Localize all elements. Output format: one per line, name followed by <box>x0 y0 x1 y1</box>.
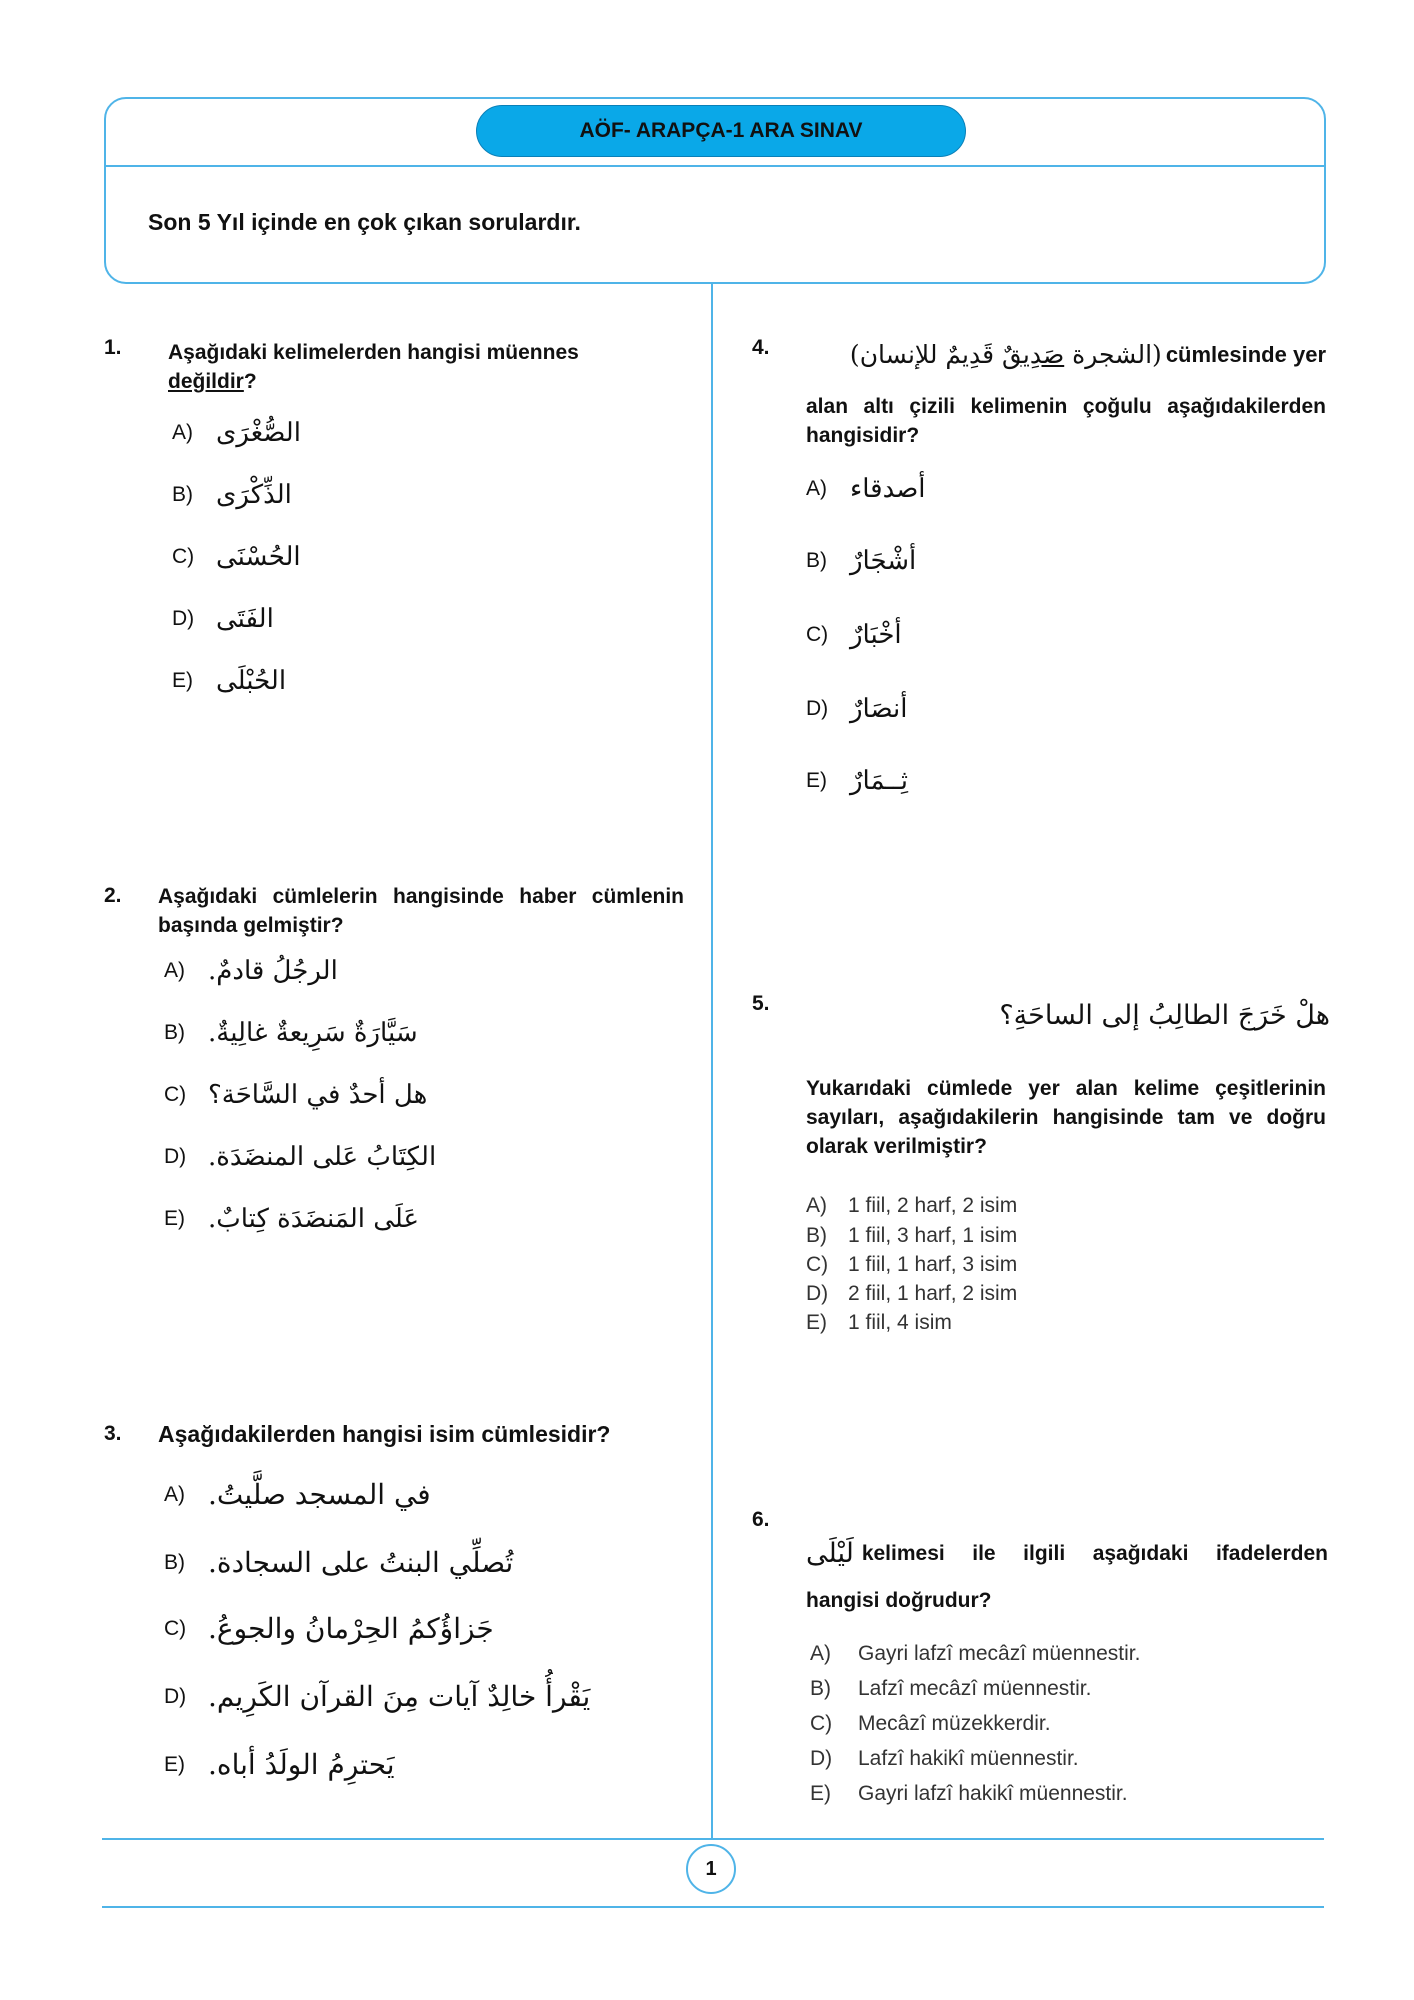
q2-option-d[interactable] <box>164 1142 436 1172</box>
option-label: B) <box>164 1021 185 1044</box>
header-divider <box>106 165 1324 167</box>
q4-option-c[interactable] <box>806 620 902 650</box>
q4-option-b[interactable] <box>806 546 916 576</box>
option-text: ثِــمَارٌ <box>850 766 908 796</box>
option-label: E) <box>164 1752 185 1776</box>
q2-option-b[interactable] <box>164 1018 418 1048</box>
q1-option-d[interactable] <box>172 604 274 634</box>
q3-option-c[interactable] <box>164 1612 494 1645</box>
option-text: أشْجَارٌ <box>850 546 917 576</box>
q1-number: 1. <box>104 336 122 359</box>
q2-option-a[interactable] <box>164 956 338 986</box>
option-label: A) <box>172 421 193 444</box>
header-subtitle: Son 5 Yıl içinde en çok çıkan sorulardır. <box>148 209 581 235</box>
option-label: B) <box>806 549 827 572</box>
q4-arabic-part: قَدِيمٌ للإنسان <box>859 340 1003 369</box>
option-text: 1 fiil, 4 isim <box>848 1311 952 1334</box>
q4-option-e[interactable] <box>806 766 908 796</box>
q4-stem-line <box>806 340 1326 369</box>
option-label: D) <box>810 1747 833 1770</box>
q1-option-a[interactable] <box>172 418 301 448</box>
q6-arabic-word: لَيْلَى <box>806 1538 854 1569</box>
option-label: E) <box>164 1207 185 1230</box>
option-label: D) <box>164 1145 187 1168</box>
option-label: D) <box>806 697 829 720</box>
option-text: الذِّكْرَى <box>216 480 292 510</box>
q4-arabic-underlined: صَدِيقٌ <box>1002 340 1065 369</box>
q5-number: 5. <box>752 992 770 1015</box>
q3-number: 3. <box>104 1422 122 1445</box>
option-text: 1 fiil, 1 harf, 3 isim <box>848 1253 1018 1276</box>
q5-option-c[interactable] <box>806 1253 1017 1277</box>
option-label: D) <box>806 1282 829 1305</box>
option-label: B) <box>806 1224 827 1247</box>
q6-number: 6. <box>752 1508 770 1531</box>
option-label: E) <box>810 1782 831 1805</box>
q5-arabic-sentence: هلْ خَرَجَ الطالِبُ إلى الساحَةِ؟ <box>999 1000 1330 1031</box>
option-label: A) <box>164 1482 185 1506</box>
option-label: A) <box>806 1194 827 1217</box>
option-label: E) <box>806 769 827 792</box>
option-text: يَحترِمُ الولَدُ أباه. <box>208 1748 395 1781</box>
q1-option-e[interactable] <box>172 666 286 696</box>
q6-stem-cont: hangisi doğrudur? <box>806 1589 992 1612</box>
option-text: تُصلِّي البنتُ على السجادة. <box>208 1546 514 1579</box>
q6-option-b[interactable] <box>810 1677 1091 1701</box>
q4-arabic-part: الشجرة <box>1064 340 1153 369</box>
option-text: أصدقاء <box>850 474 926 504</box>
q4-arabic-sentence: (الشجرة صَدِيقٌ قَدِيمٌ للإنسان) <box>849 340 1162 369</box>
option-text: Gayri lafzî hakikî müennestir. <box>858 1782 1128 1805</box>
q5-stem: Yukarıdaki cümlede yer alan kelime çeşitlerinin sayıları, aşağıdakilerin hangisinde tam ve doğru olarak verilmiştir? <box>806 1077 1326 1158</box>
q5-option-b[interactable] <box>806 1224 1017 1248</box>
option-text: الحُبْلَى <box>216 666 287 696</box>
option-text: عَلَى المَنضَدَة كِتابٌ. <box>208 1204 420 1234</box>
option-text: الكِتَابُ عَلى المنضَدَة. <box>208 1142 437 1172</box>
q3-option-b[interactable] <box>164 1546 513 1579</box>
exam-title: AÖF- ARAPÇA-1 ARA SINAV <box>476 105 966 157</box>
q3-stem: Aşağıdakilerden hangisi isim cümlesidir? <box>158 1421 611 1447</box>
q6-option-c[interactable] <box>810 1712 1051 1736</box>
option-text: جَزاؤُكمُ الحِرْمانُ والجوعُ. <box>208 1612 494 1645</box>
option-text: Lafzî mecâzî müennestir. <box>858 1677 1092 1700</box>
option-label: E) <box>806 1311 827 1334</box>
q6-option-d[interactable] <box>810 1747 1079 1771</box>
q1-option-c[interactable] <box>172 542 301 572</box>
option-text: الحُسْنَى <box>216 542 301 572</box>
q3-option-e[interactable] <box>164 1748 395 1781</box>
q1-option-b[interactable] <box>172 480 292 510</box>
q1-stem-text: Aşağıdaki kelimelerden hangisi müennes <box>168 341 579 364</box>
q1-stem-end: ? <box>243 370 257 393</box>
footer-line-bottom <box>102 1906 1324 1908</box>
option-label: C) <box>806 623 829 646</box>
q1-stem <box>168 338 680 396</box>
option-text: الصُّغْرَى <box>216 418 301 448</box>
option-label: A) <box>806 477 827 500</box>
option-text: Gayri lafzî mecâzî müennestir. <box>858 1642 1141 1665</box>
option-label: A) <box>810 1642 831 1665</box>
option-text: الرجُلُ قادمٌ. <box>208 956 338 986</box>
option-label: C) <box>172 545 195 568</box>
footer-line-top <box>102 1838 1324 1840</box>
q5-option-a[interactable] <box>806 1194 1017 1218</box>
option-text: Mecâzî müzekkerdir. <box>858 1712 1051 1735</box>
q4-option-a[interactable] <box>806 474 926 504</box>
q4-option-d[interactable] <box>806 694 907 724</box>
option-text: سَيَّارَةٌ سَرِيعةٌ غالِيةٌ. <box>208 1018 418 1048</box>
option-label: C) <box>806 1253 829 1276</box>
q2-option-c[interactable] <box>164 1080 427 1110</box>
page-number: 1 <box>686 1844 736 1894</box>
option-label: B) <box>810 1677 831 1700</box>
q2-number: 2. <box>104 884 122 907</box>
option-text: 1 fiil, 2 harf, 2 isim <box>848 1194 1018 1217</box>
q6-stem-text: kelimesi ile ilgili aşağıdaki ifadelerden <box>861 1541 1328 1565</box>
option-text: 1 fiil, 3 harf, 1 isim <box>848 1224 1018 1247</box>
option-text: Lafzî hakikî müennestir. <box>858 1747 1079 1770</box>
column-divider <box>711 284 713 1839</box>
q5-option-e[interactable] <box>806 1311 952 1335</box>
option-text: أنصَارٌ <box>850 694 908 724</box>
option-text: يَقْرأُ خالِدٌ آيات مِنَ القرآن الكَرِيم. <box>208 1680 591 1713</box>
q6-option-e[interactable] <box>810 1782 1128 1806</box>
header-box <box>104 97 1326 284</box>
q3-option-a[interactable] <box>164 1478 431 1511</box>
option-text: 2 fiil, 1 harf, 2 isim <box>848 1282 1018 1305</box>
option-text: أخْبَارٌ <box>850 620 902 650</box>
q6-option-a[interactable] <box>810 1642 1140 1666</box>
q1-stem-underlined: değildir <box>168 370 244 393</box>
q4-stem-after: cümlesinde yer <box>1165 341 1326 367</box>
q2-stem: Aşağıdaki cümlelerin hangisinde haber cümlenin başında gelmiştir? <box>158 885 684 937</box>
q5-option-d[interactable] <box>806 1282 1017 1306</box>
option-label: C) <box>810 1712 833 1735</box>
q4-stem: alan altı çizili kelimenin çoğulu aşağıdakilerden hangisidir? <box>806 395 1326 447</box>
option-text: هل أحدٌ في السَّاحَة؟ <box>208 1080 428 1110</box>
option-label: D) <box>164 1684 187 1708</box>
option-label: E) <box>172 669 193 692</box>
q2-option-e[interactable] <box>164 1204 419 1234</box>
option-label: C) <box>164 1083 187 1106</box>
option-label: C) <box>164 1616 187 1640</box>
option-label: B) <box>164 1550 185 1574</box>
option-label: D) <box>172 607 195 630</box>
q6-stem-line <box>806 1538 1328 1569</box>
option-text: الفَتَى <box>216 604 274 634</box>
q4-number: 4. <box>752 336 770 359</box>
option-label: B) <box>172 483 193 506</box>
option-label: A) <box>164 959 185 982</box>
q3-option-d[interactable] <box>164 1680 590 1713</box>
option-text: في المسجد صلَّيتُ. <box>208 1478 431 1511</box>
